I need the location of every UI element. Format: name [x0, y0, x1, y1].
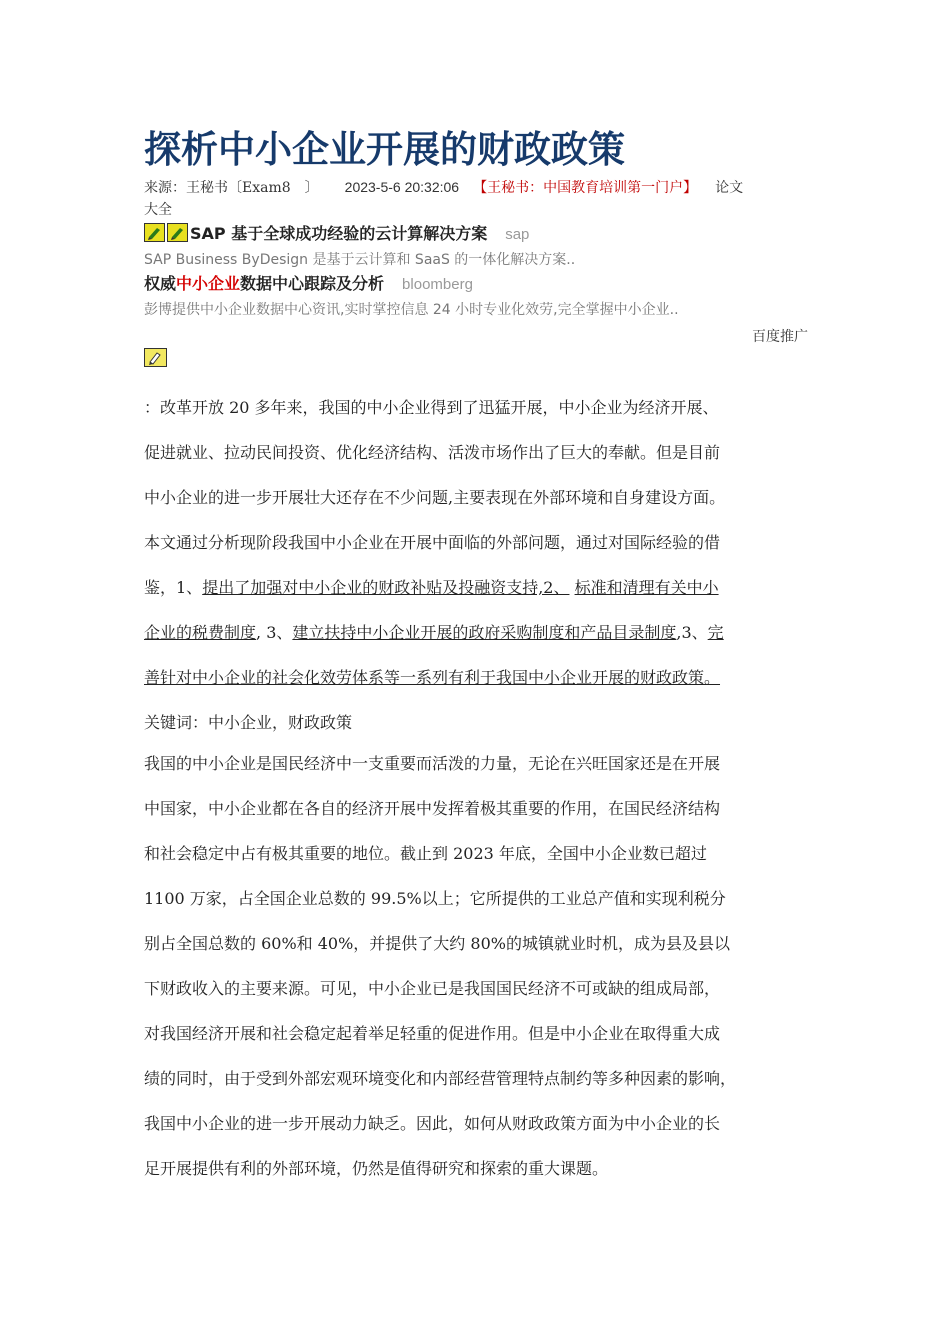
ad-title-pre[interactable]: 权威: [144, 274, 177, 293]
text-line: 促进就业、拉动民间投资、优化经济结构、活泼市场作出了巨大的奉献。但是目前: [144, 443, 721, 462]
ad-item-bloomberg[interactable]: [144, 272, 808, 321]
source-label: 来源：王秘书〔Exam8 〕: [144, 180, 319, 196]
underlined-text: 提出了加强对中小企业的财政补贴及投融资支持,2、: [202, 578, 570, 597]
ad-title-row[interactable]: [144, 222, 808, 247]
text-line: 绩的同时，由于受到外部宏观环境变化和内部经营管理特点制约等多种因素的影响，: [144, 1069, 737, 1088]
category-link-cont[interactable]: 大全: [144, 202, 172, 218]
underlined-text: 完: [707, 623, 724, 642]
pencil-icon: [144, 223, 165, 242]
text-run: 鉴，1、: [144, 578, 203, 597]
underlined-text: 企业的税费制度: [144, 623, 257, 642]
abstract-section: [144, 385, 808, 745]
ad-description: 彭博提供中小企业数据中心资讯,实时掌控信息 24 小时专业化效劳,完全掌握中小企业..: [144, 302, 679, 318]
text-run: , 3、: [256, 623, 293, 642]
text-line: ：改革开放 20 多年来，我国的中小企业得到了迅猛开展，中小企业为经济开展、: [144, 398, 719, 417]
text-line: 本文通过分析现阶段我国中小企业在开展中面临的外部问题，通过对国际经验的借: [144, 533, 721, 552]
ad-title-row[interactable]: [144, 272, 808, 297]
text-line: [144, 610, 808, 655]
article-title: 探析中小企业开展的财政政策: [144, 128, 625, 171]
body-paragraph: [144, 741, 808, 1191]
text-line: 我国的中小企业是国民经济中一支重要而活泼的力量，无论在兴旺国家还是在开展: [144, 754, 721, 773]
text-line: 别占全国总数的 60%和 40%，并提供了大约 80%的城镇就业时机，成为县及县以: [144, 934, 730, 953]
ad-title-link[interactable]: SAP 基于全球成功经验的云计算解决方案: [190, 224, 488, 243]
text-line: 和社会稳定中占有极其重要的地位。截止到 2023 年底，全国中小企业数已超过: [144, 844, 707, 863]
category-link[interactable]: 论文: [715, 180, 744, 196]
publish-datetime: 2023-5-6 20:32:06: [344, 179, 460, 195]
article-meta: [144, 176, 808, 221]
keywords: 关键词：中小企业，财政政策: [144, 713, 353, 732]
text-run: ,3、: [676, 623, 708, 642]
site-link[interactable]: 【王秘书：中国教育培训第一门户】: [473, 180, 698, 196]
ad-title-post[interactable]: 数据中心跟踪及分析: [240, 274, 385, 293]
pencil-icon: [144, 348, 167, 367]
text-line: 1100 万家，占全国企业总数的 99.5%以上；它所提供的工业总产值和实现利税分: [144, 889, 726, 908]
text-line: 善针对中小企业的社会化效劳体系等一系列有利于我国中小企业开展的财政政策。: [144, 668, 721, 687]
text-line: 中小企业的进一步开展壮大还存在不少问题,主要表现在外部环境和自身建设方面。: [144, 488, 726, 507]
ad-title-highlight[interactable]: 中小企业: [176, 274, 241, 293]
underlined-text: 标准和清理有关中小: [574, 578, 719, 597]
ad-domain: bloomberg: [402, 276, 473, 293]
baidu-promo-label[interactable]: 百度推广: [752, 329, 808, 345]
text-line: 我国中小企业的进一步开展动力缺乏。因此，如何从财政政策方面为中小企业的长: [144, 1114, 721, 1133]
text-line: 足开展提供有利的外部环境，仍然是值得研究和探索的重大课题。: [144, 1159, 609, 1178]
underlined-text: 建立扶持中小企业开展的政府采购制度和产品目录制度: [292, 623, 677, 642]
text-line: 对我国经济开展和社会稳定起着举足轻重的促进作用。但是中小企业在取得重大成: [144, 1024, 721, 1043]
text-line: 中国家，中小企业都在各自的经济开展中发挥着极其重要的作用，在国民经济结构: [144, 799, 721, 818]
text-line: [144, 565, 808, 610]
text-line: 下财政收入的主要来源。可见，中小企业已是我国国民经济不可或缺的组成局部，: [144, 979, 721, 998]
pencil-icon: [167, 223, 188, 242]
ad-description: SAP Business ByDesign 是基于云计算和 SaaS 的一体化解决方案..: [144, 252, 576, 268]
ad-domain: sap: [505, 226, 530, 243]
ad-item-sap[interactable]: [144, 222, 808, 271]
